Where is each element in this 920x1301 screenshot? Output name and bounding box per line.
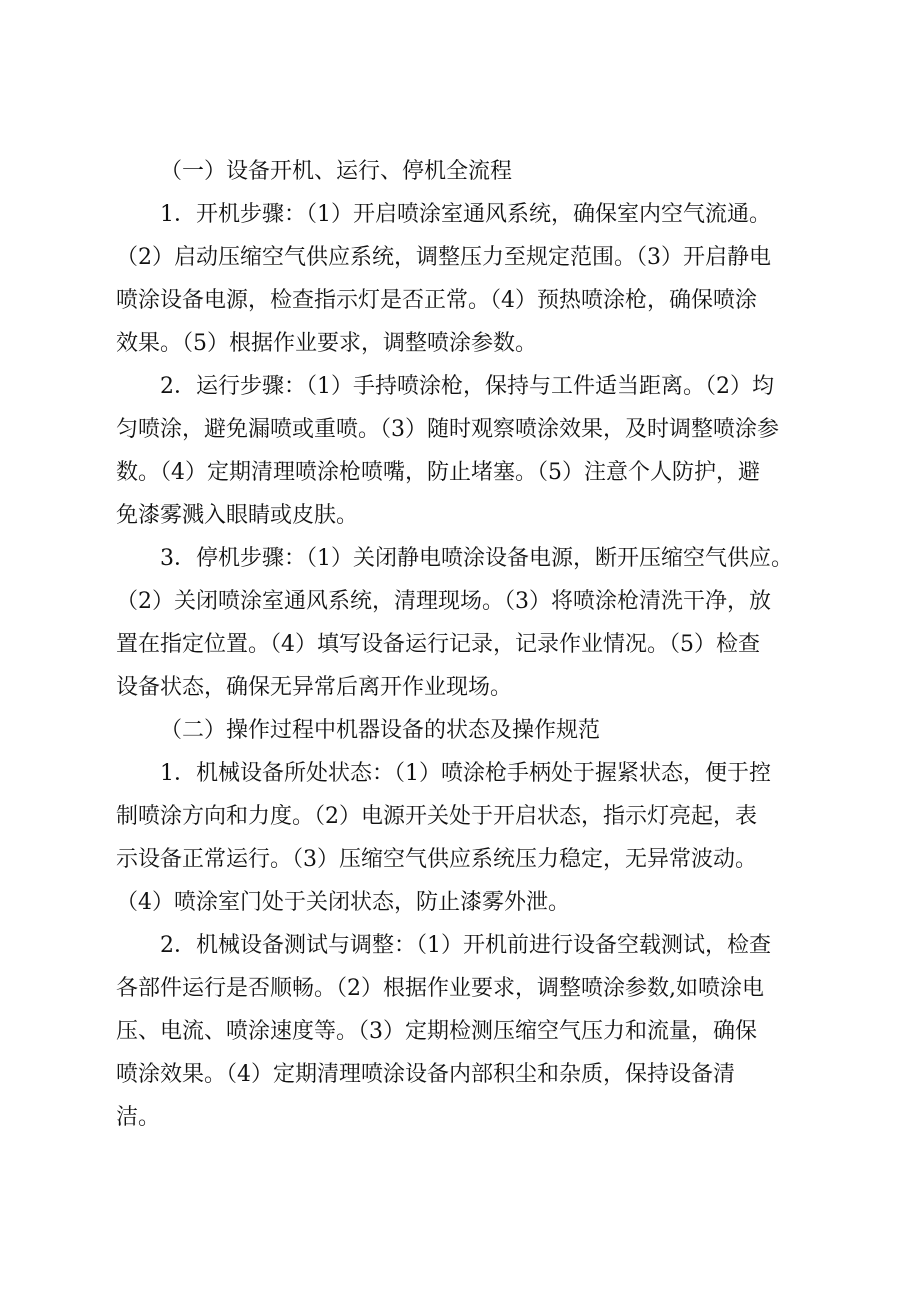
text-line: 效果。（5）根据作业要求，调整喷涂参数。 <box>116 331 537 356</box>
text-line: 置在指定位置。（4）填写设备运行记录，记录作业情况。（5）检查 <box>116 632 760 657</box>
document-body <box>116 150 816 1139</box>
text-line: 喷涂设备电源，检查指示灯是否正常。（4）预热喷涂枪，确保喷涂 <box>116 288 757 313</box>
text-line: 各部件运行是否顺畅。（2）根据作业要求，调整喷涂参数,如喷涂电 <box>116 976 764 1001</box>
text-line: 喷涂效果。（4）定期清理喷涂设备内部积尘和杂质，保持设备清 <box>116 1062 735 1087</box>
text-line: 1．开机步骤：（1）开启喷涂室通风系统，确保室内空气流通。 <box>160 202 771 227</box>
text-line: 免漆雾溅入眼睛或皮肤。 <box>116 503 359 528</box>
text-line: 设备状态，确保无异常后离开作业现场。 <box>116 675 513 700</box>
section-equipment-state <box>116 709 816 1139</box>
text-line: 洁。 <box>116 1105 161 1130</box>
text-line: （4）喷涂室门处于关闭状态，防止漆雾外泄。 <box>116 890 570 915</box>
section-equipment-workflow <box>116 150 816 709</box>
text-line: 制喷涂方向和力度。（2）电源开关处于开启状态，指示灯亮起，表 <box>116 804 757 829</box>
text-line: 2．运行步骤：（1）手持喷涂枪，保持与工件适当距离。（2）均 <box>160 374 774 399</box>
text-line: 示设备正常运行。（3）压缩空气供应系统压力稳定，无异常波动。 <box>116 847 757 872</box>
text-line: 2．机械设备测试与调整：（1）开机前进行设备空载测试，检查 <box>160 933 771 958</box>
text-line: 数。（4）定期清理喷涂枪喷嘴，防止堵塞。（5）注意个人防护，避 <box>116 460 760 485</box>
section-heading: （一）设备开机、运行、停机全流程 <box>160 159 513 184</box>
paragraph-startup-steps <box>116 193 816 365</box>
text-line: 压、电流、喷涂速度等。（3）定期检测压缩空气压力和流量，确保 <box>116 1019 757 1044</box>
text-line: 匀喷涂，避免漏喷或重喷。（3）随时观察喷涂效果，及时调整喷涂参 <box>116 417 779 442</box>
text-line: 1．机械设备所处状态：（1）喷涂枪手柄处于握紧状态，便于控 <box>160 761 771 786</box>
text-line: （2）启动压缩空气供应系统，调整压力至规定范围。（3）开启静电 <box>116 245 771 270</box>
paragraph-running-steps <box>116 365 816 537</box>
text-line: 3．停机步骤：（1）关闭静电喷涂设备电源，断开压缩空气供应。 <box>160 546 793 571</box>
paragraph-machine-state <box>116 752 816 924</box>
paragraph-testing-adjustment <box>116 924 816 1139</box>
text-line: （2）关闭喷涂室通风系统，清理现场。（3）将喷涂枪清洗干净，放 <box>116 589 771 614</box>
section-heading: （二）操作过程中机器设备的状态及操作规范 <box>160 718 601 743</box>
paragraph-shutdown-steps <box>116 537 816 709</box>
